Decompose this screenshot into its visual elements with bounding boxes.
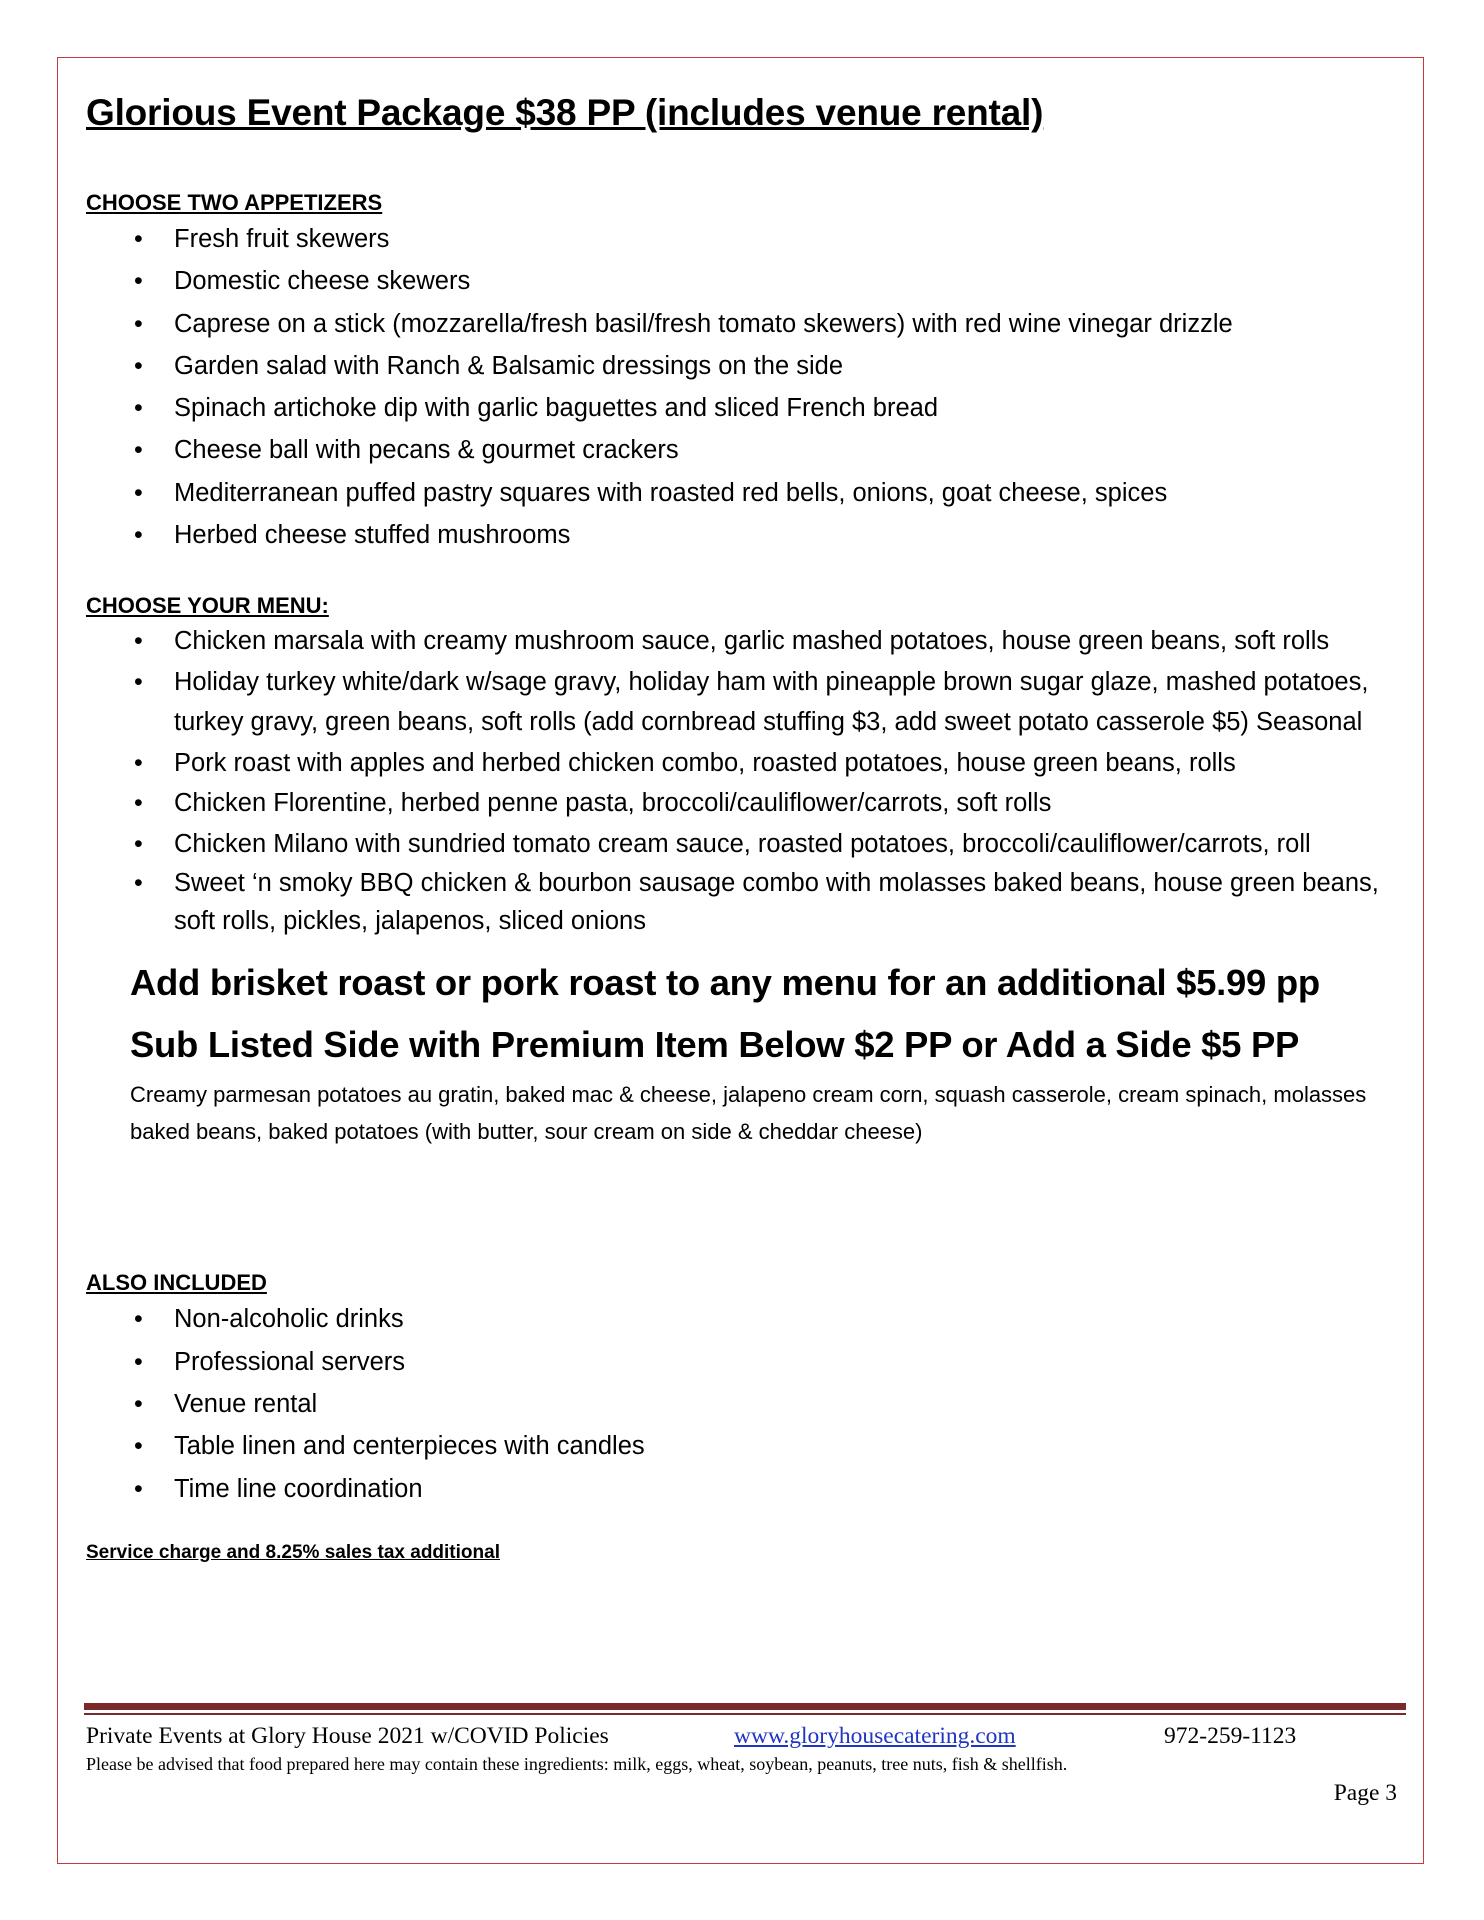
page-title: Glorious Event Package $38 PP (includes venue rental) [86, 92, 1044, 133]
list-item: • Fresh fruit skewers [86, 218, 1406, 260]
list-item: • Chicken Florentine, herbed penne pasta, broccoli/cauliflower/carrots, soft rolls [86, 783, 1406, 824]
list-item: • Chicken Milano with sundried tomato cream sauce, roasted potatoes, broccoli/cauliflower/carrots, roll [86, 824, 1406, 865]
appetizers-list [86, 218, 1406, 556]
list-item: • Table linen and centerpieces with candles [86, 1425, 1406, 1467]
website-link[interactable]: www.gloryhousecatering.com [734, 1723, 1016, 1749]
document-body [86, 90, 1406, 1566]
appetizers-heading: CHOOSE TWO APPETIZERS [86, 190, 383, 215]
list-item: • Cheese ball with pecans & gourmet crackers [86, 429, 1406, 471]
list-item: • Time line coordination [86, 1468, 1406, 1510]
page-footer [86, 1720, 1406, 1810]
list-item: • Mediterranean puffed pastry squares with roasted red bells, onions, goat cheese, spices [86, 472, 1406, 514]
list-item: • Non-alcoholic drinks [86, 1298, 1406, 1340]
page-number: Page 3 [1333, 1780, 1397, 1806]
included-list [86, 1298, 1406, 1509]
brisket-addon: Add brisket roast or pork roast to any menu for an additional $5.99 pp [130, 962, 1320, 1004]
list-item: • Chicken marsala with creamy mushroom sauce, garlic mashed potatoes, house green beans, soft rolls [86, 621, 1406, 662]
list-item: • Pork roast with apples and herbed chicken combo, roasted potatoes, house green beans, rolls [86, 743, 1406, 784]
premium-side-addon: Sub Listed Side with Premium Item Below $2 PP or Add a Side $5 PP [130, 1024, 1300, 1066]
list-item: • Domestic cheese skewers [86, 260, 1406, 302]
list-item: • Spinach artichoke dip with garlic baguettes and sliced French bread [86, 387, 1406, 429]
list-item: • Venue rental [86, 1383, 1406, 1425]
menu-list [86, 621, 1406, 940]
list-item: • Herbed cheese stuffed mushrooms [86, 514, 1406, 556]
footer-phone: 972-259-1123 [1164, 1723, 1297, 1749]
footer-rule-thin [84, 1713, 1406, 1715]
footer-organization: Private Events at Glory House 2021 w/COVID Policies [86, 1723, 609, 1749]
list-item: • Professional servers [86, 1341, 1406, 1383]
menu-heading: CHOOSE YOUR MENU: [86, 593, 329, 619]
footer-contact-line [86, 1720, 1406, 1752]
list-item: • Holiday turkey white/dark w/sage gravy, holiday ham with pineapple brown sugar glaze, mashed potatoes, turkey gravy, green beans, soft rolls (add cornbread stuffing $3, add sweet potato casserole $5) Seasonal [86, 662, 1406, 743]
included-heading: ALSO INCLUDED [86, 1270, 267, 1296]
footer-rule [84, 1703, 1406, 1710]
premium-sides-description: Creamy parmesan potatoes au gratin, baked mac & cheese, jalapeno cream corn, squash casserole, cream spinach, molasses baked beans, baked potatoes (with butter, sour cream on side & cheddar cheese) [130, 1082, 1367, 1145]
list-item: • Sweet ‘n smoky BBQ chicken & bourbon sausage combo with molasses baked beans, house green beans, soft rolls, pickles, jalapenos, sliced onions [86, 864, 1406, 940]
list-item: • Garden salad with Ranch & Balsamic dressings on the side [86, 345, 1406, 387]
service-note: Service charge and 8.25% sales tax additional [86, 1541, 500, 1563]
allergen-notice: Please be advised that food prepared here may contain these ingredients: milk, eggs, wheat, soybean, peanuts, tree nuts, fish & shellfish. [86, 1754, 1068, 1774]
list-item: • Caprese on a stick (mozzarella/fresh basil/fresh tomato skewers) with red wine vinegar drizzle [86, 303, 1406, 345]
